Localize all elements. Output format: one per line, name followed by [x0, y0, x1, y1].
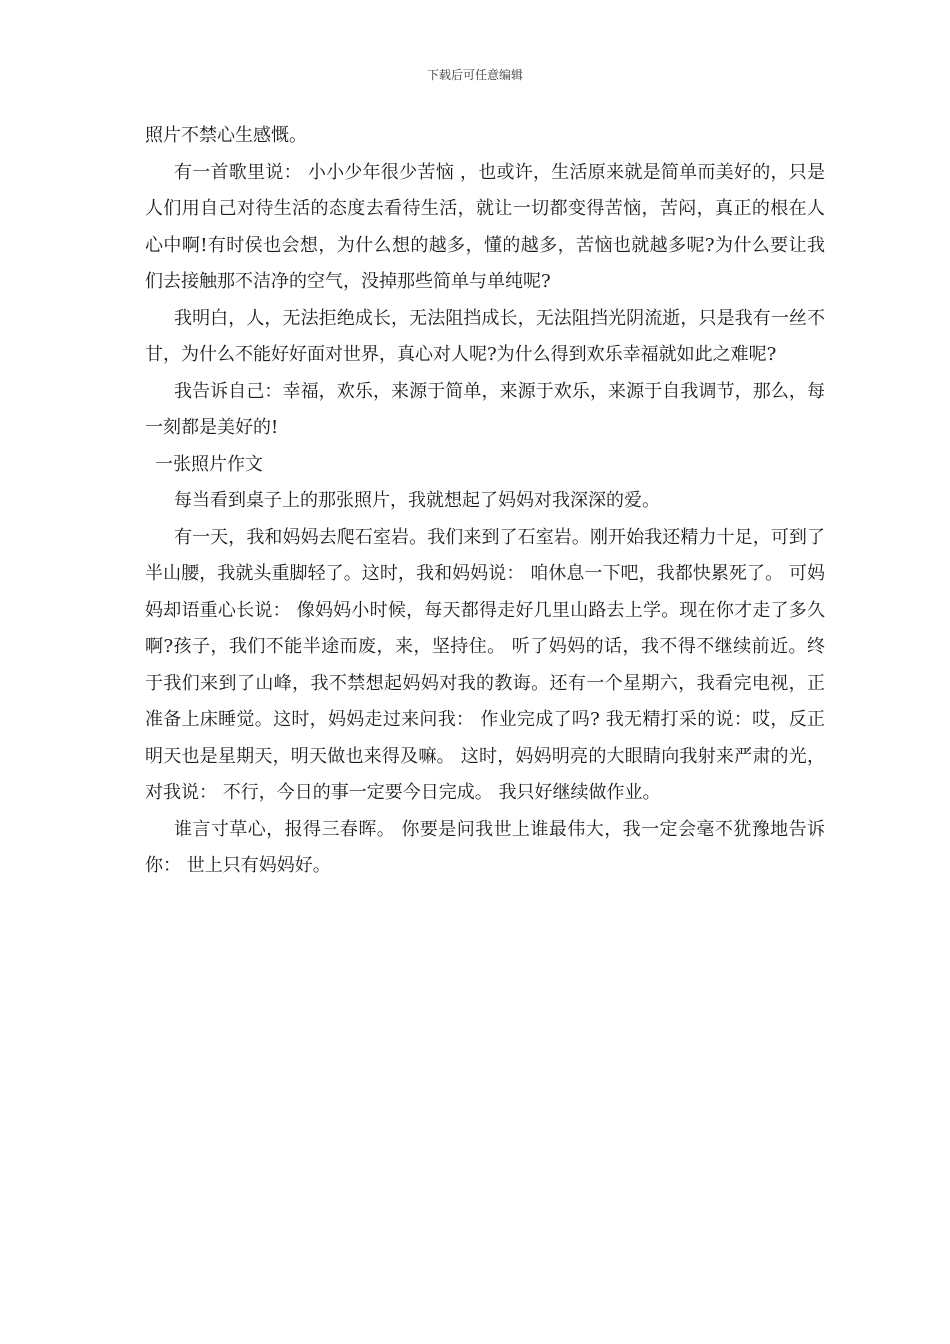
- paragraph-growth: 我明白，人，无法拒绝成长，无法阻挡成长，无法阻挡光阴流逝，只是我有一丝不甘，为什么不能好好面对世界，真心对人呢?为什么得到欢乐幸福就如此之难呢?: [145, 307, 825, 365]
- paragraph-happiness: 我告诉自己：幸福，欢乐，来源于简单，来源于欢乐，来源于自我调节，那么，每一刻都是美好的!: [145, 380, 825, 438]
- section-title: 一张照片作文: [155, 453, 263, 475]
- paragraph-photo: 每当看到桌子上的那张照片，我就想起了妈妈对我深深的爱。: [174, 490, 660, 511]
- page-header-note: 下载后可任意编辑: [426, 68, 523, 82]
- paragraph-story: 有一天，我和妈妈去爬石室岩。我们来到了石室岩。刚开始我还精力十足，可到了半山腰，我就头重脚轻了。这时，我和妈妈说： 咱休息一下吧，我都快累死了。 可妈妈却语重心长说： 像妈妈小时候，每天都得走好几里山路去上学。现在你才走了多久啊?孩子，我们不能半途而废，来，坚持住。 听了妈妈的话，我不得不继续前近。终于我们来到了山峰，我不禁想起妈妈对我的教诲。还有一个星期六，我看完电视，正准备上床睡觉。这时，妈妈走过来问我： 作业完成了吗? 我无精打采的说：哎，反正明天也是星期天，明天做也来得及嘛。 这时，妈妈明亮的大眼睛向我射来严肃的光，对我说： 不行，今日的事一定要今日完成。 我只好继续做作业。: [145, 526, 825, 803]
- paragraph-continuation: 照片不禁心生感慨。: [145, 125, 307, 146]
- paragraph-song: 有一首歌里说： 小小少年很少苦恼 ，也或许，生活原来就是简单而美好的，只是人们用自己对待生活的态度去看待生活，就让一切都变得苦恼，苦闷，真正的根在人心中啊!有时侯也会想，为什么想的越多，懂的越多，苦恼也就越多呢?为什么要让我们去接触那不洁净的空气，没掉那些简单与单纯呢?: [145, 161, 825, 292]
- paragraph-conclusion: 谁言寸草心，报得三春晖。 你要是问我世上谁最伟大，我一定会毫不犹豫地告诉你： 世上只有妈妈好。: [145, 818, 825, 876]
- document-body: [145, 118, 825, 885]
